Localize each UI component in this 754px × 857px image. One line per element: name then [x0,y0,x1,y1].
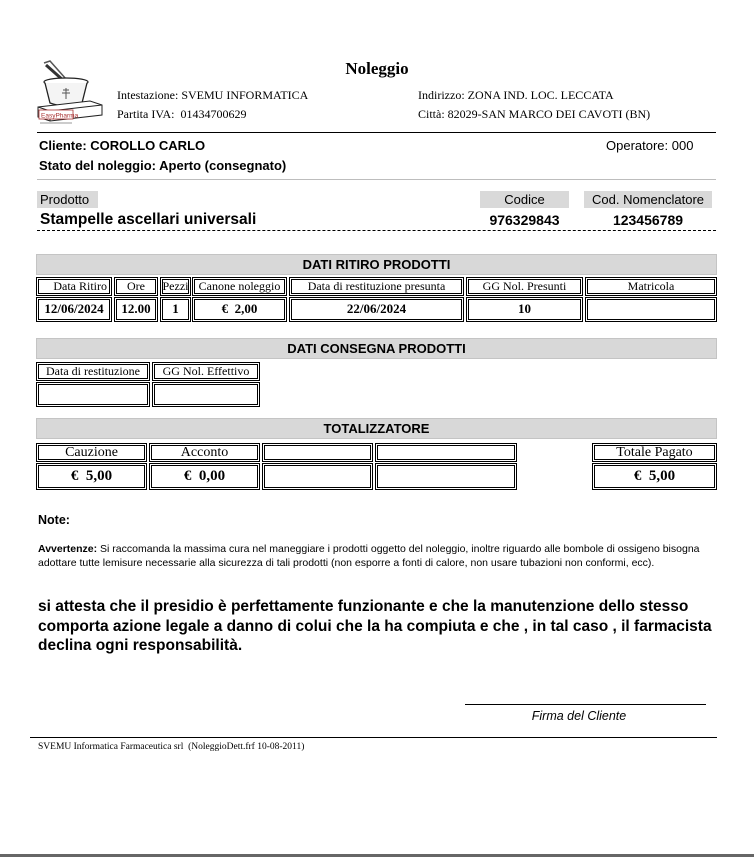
avvertenze-label: Avvertenze: [38,543,98,555]
indirizzo [418,88,614,103]
stato-value: Aperto (consegnato) [159,158,287,173]
intestazione-label: Intestazione: [117,88,179,102]
avvertenze-text: Si raccomanda la massima cura nel maneggiare i prodotti oggetto del noleggio, inoltre riguardo alle bombole di ossigeno bisogna adottare tutte lemisure necessarie alla sicurezza di tali prodotti (non esporre a fonti di calore, non usare tubazioni non conformi, ecc). [38,543,700,569]
indirizzo-value: ZONA IND. LOC. LECCATA [467,88,614,102]
totale-pagato-value: € 5,00 [592,463,717,490]
easypharma-logo [36,57,106,125]
totalizzatore-section-title: TOTALIZZATORE [36,418,717,439]
avvertenze [38,542,710,570]
stato-label: Stato del noleggio: [39,158,156,173]
ritiro-value-ore: 12.00 [114,297,158,322]
cliente [39,138,205,153]
acconto-value: € 0,00 [149,463,260,490]
prodotto-dashed-divider [37,230,716,231]
partita-iva-label: Partita IVA: [117,107,175,121]
attestazione-text: si attesta che il presidio è perfettamente funzionante e che la manutenzione dello stesso comporta azione legale a danno di colui che la ha compiuta e che , in tal caso , il farmacista declina ogni responsabilità. [38,598,712,654]
indirizzo-label: Indirizzo: [418,88,465,102]
intestazione [117,88,308,103]
ritiro-header-ore: Ore [114,277,158,296]
ritiro-value-canone: € 2,00 [192,297,287,322]
ritiro-section-title: DATI RITIRO PRODOTTI [36,254,717,275]
nomenclatore-value: 123456789 [612,212,684,228]
ritiro-value-pezzi: 1 [160,297,191,322]
ritiro-value-matricola [585,297,717,322]
consegna-value-gg-effettivo [152,382,260,407]
prodotto-label: Prodotto [37,191,98,208]
codice-label: Codice [480,191,569,208]
consegna-section-title: DATI CONSEGNA PRODOTTI [36,338,717,359]
cliente-label: Cliente: [39,138,87,153]
operatore-label: Operatore: [606,138,669,153]
ritiro-header-canone: Canone noleggio [192,277,287,296]
citta-value: 82029-SAN MARCO DEI CAVOTI (BN) [447,107,651,121]
note-label: Note: [38,513,70,527]
citta-label: Città: [418,107,445,121]
logo-text: EasyPharma [41,112,79,120]
ritiro-header-data-ritiro: Data Ritiro [36,277,112,296]
ritiro-header-data-restituzione: Data di restituzione presunta [289,277,464,296]
firma-label: Firma del Cliente [531,709,627,723]
empty-total-header-1 [262,443,373,462]
citta [418,107,650,122]
acconto-label: Acconto [149,443,260,462]
empty-total-value-1 [262,463,373,490]
partita-iva [117,107,246,122]
totale-pagato-label: Totale Pagato [592,443,717,462]
ritiro-header-matricola: Matricola [585,277,717,296]
ritiro-header-gg-presunti: GG Nol. Presunti [466,277,583,296]
header-divider [37,132,716,133]
consegna-header-data-restituzione: Data di restituzione [36,362,150,381]
nomenclatore-label: Cod. Nomenclatore [584,191,712,208]
cauzione-value: € 5,00 [36,463,147,490]
ritiro-header-pezzi: Pezzi [160,277,191,296]
partita-iva-value: 01434700629 [180,107,247,121]
cliente-value: COROLLO CARLO [90,138,206,153]
stato-noleggio [39,158,286,173]
ritiro-value-data-ritiro: 12/06/2024 [36,297,112,322]
empty-total-header-2 [375,443,517,462]
consegna-header-gg-effettivo: GG Nol. Effettivo [152,362,260,381]
prodotto-value: Stampelle ascellari universali [40,211,257,228]
cauzione-label: Cauzione [36,443,147,462]
footer-divider [30,737,717,738]
consegna-value-data-restituzione [36,382,150,407]
cliente-divider [37,179,716,180]
document-title: Noleggio [345,59,409,78]
codice-value: 976329843 [489,212,560,228]
intestazione-value: SVEMU INFORMATICA [181,88,309,102]
ritiro-value-gg-presunti: 10 [466,297,583,322]
ritiro-value-data-restituzione: 22/06/2024 [289,297,464,322]
operatore [606,138,693,153]
footer-text: SVEMU Informatica Farmaceutica srl (NoleggioDett.frf 10-08-2011) [38,742,305,752]
firma-line [465,704,706,705]
operatore-value: 000 [671,138,694,153]
empty-total-value-2 [375,463,517,490]
